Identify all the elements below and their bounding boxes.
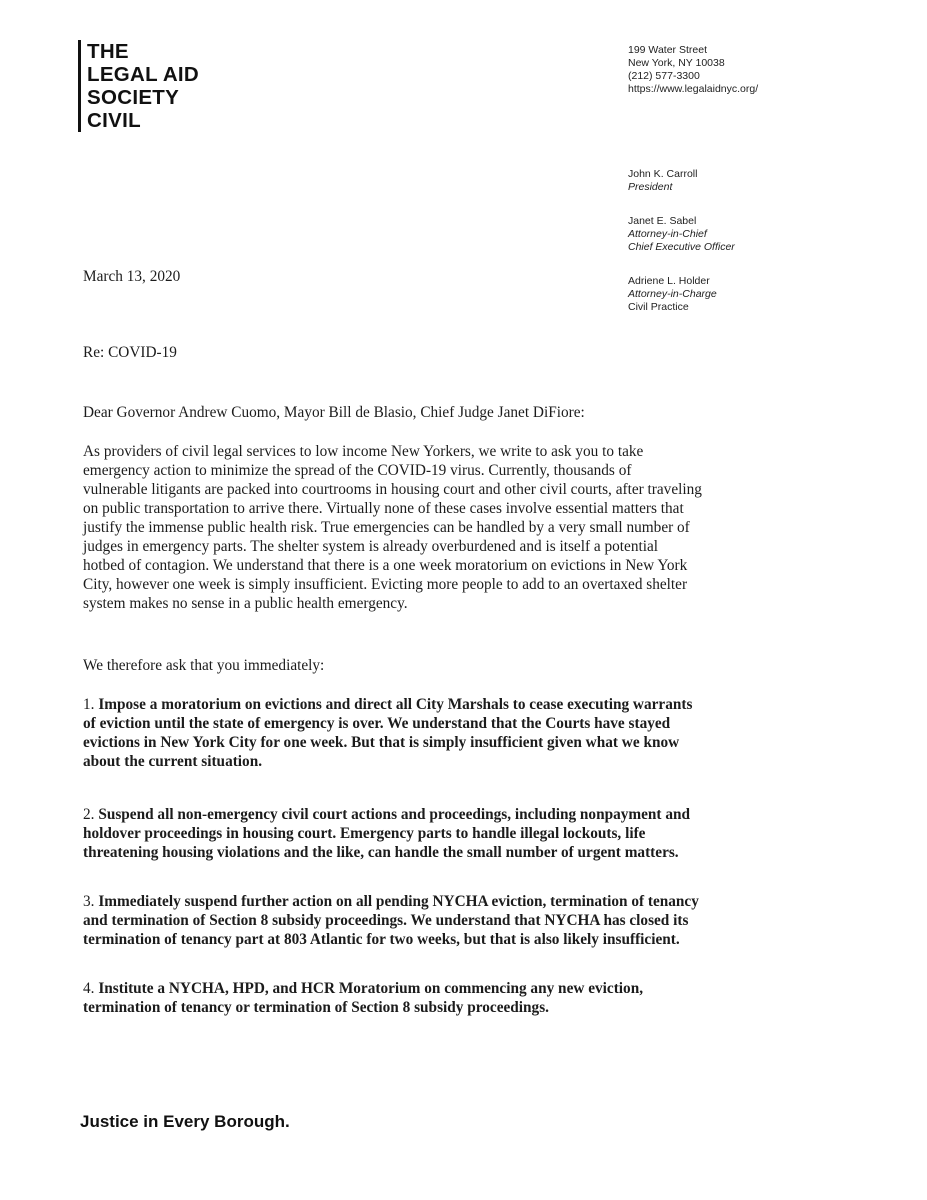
request-line: of eviction until the state of emergency is over. We understand that the Courts have stayed xyxy=(83,715,671,732)
address-block xyxy=(628,44,758,96)
officer-title: Attorney-in-Charge xyxy=(628,288,717,300)
request-line: and termination of Section 8 subsidy proceedings. We understand that NYCHA has closed its xyxy=(83,912,689,929)
request-line: holdover proceedings in housing court. Emergency parts to handle illegal lockouts, life xyxy=(83,825,646,842)
officer-title: Attorney-in-Chief xyxy=(628,228,707,240)
request-line: Institute a NYCHA, HPD, and HCR Moratorium on commencing any new eviction, xyxy=(98,980,644,997)
paragraph-line: emergency action to minimize the spread of the COVID-19 virus. Currently, thousands of xyxy=(83,462,632,479)
officer-name: Janet E. Sabel xyxy=(628,215,697,227)
request-number: 1. xyxy=(83,696,95,713)
officer-title: Civil Practice xyxy=(628,301,689,313)
paragraph-line: hotbed of contagion. We understand that there is a one week moratorium on evictions in New York xyxy=(83,557,688,574)
paragraph-line: City, however one week is simply insufficient. Evicting more people to add to an overtaxed shelter xyxy=(83,576,688,593)
request-line: Impose a moratorium on evictions and direct all City Marshals to cease executing warrants xyxy=(98,696,693,713)
request-line: evictions in New York City for one week. But that is simply insufficient given what we know xyxy=(83,734,680,751)
request-line: about the current situation. xyxy=(83,753,263,770)
request-number: 4. xyxy=(83,980,95,997)
logo-line: CIVIL xyxy=(87,109,141,132)
paragraph-line: vulnerable litigants are packed into courtrooms in housing court and other civil courts, after traveling xyxy=(83,481,702,498)
request-line: Immediately suspend further action on all pending NYCHA eviction, termination of tenancy xyxy=(98,893,699,910)
paragraph-line: system makes no sense in a public health emergency. xyxy=(83,595,408,612)
paragraph-line: judges in emergency parts. The shelter system is already overburdened and is itself a potential xyxy=(83,538,659,555)
organization-logo xyxy=(78,40,199,132)
request-item-4 xyxy=(83,979,808,1017)
officer-name: John K. Carroll xyxy=(628,168,698,180)
address-city: New York, NY 10038 xyxy=(628,57,725,69)
letter-salutation: Dear Governor Andrew Cuomo, Mayor Bill de Blasio, Chief Judge Janet DiFiore: xyxy=(83,404,585,421)
request-number: 2. xyxy=(83,806,95,823)
paragraph-line: on public transportation to arrive there. Virtually none of these cases involve essential matters that xyxy=(83,500,684,517)
logo-line: LEGAL AID xyxy=(87,63,200,86)
ask-intro: We therefore ask that you immediately: xyxy=(83,657,325,674)
officer-title: President xyxy=(628,181,673,193)
logo-line: SOCIETY xyxy=(87,86,180,109)
officer-title: Chief Executive Officer xyxy=(628,241,735,253)
request-line: termination of tenancy or termination of Section 8 subsidy proceedings. xyxy=(83,999,549,1016)
footer-tagline: Justice in Every Borough. xyxy=(80,1112,290,1131)
paragraph-line: justify the immense public health risk. True emergencies can be handled by a very small number of xyxy=(83,519,690,536)
officer-attorney-in-chief xyxy=(628,215,735,254)
request-item-1 xyxy=(83,695,808,771)
address-phone: (212) 577-3300 xyxy=(628,70,700,82)
logo-line: THE xyxy=(87,40,129,63)
paragraph-line: As providers of civil legal services to low income New Yorkers, we write to ask you to take xyxy=(83,443,644,460)
letter-subject: Re: COVID-19 xyxy=(83,344,177,361)
request-line: Suspend all non-emergency civil court actions and proceedings, including nonpayment and xyxy=(98,806,691,823)
request-item-3 xyxy=(83,892,808,949)
officer-president xyxy=(628,168,697,194)
officer-name: Adriene L. Holder xyxy=(628,275,710,287)
request-number: 3. xyxy=(83,893,95,910)
request-line: threatening housing violations and the like, can handle the small number of urgent matters. xyxy=(83,844,679,861)
address-street: 199 Water Street xyxy=(628,44,707,56)
request-line: termination of tenancy part at 803 Atlantic for two weeks, but that is also likely insufficient. xyxy=(83,931,680,948)
address-website: https://www.legalaidnyc.org/ xyxy=(628,83,759,95)
letter-date: March 13, 2020 xyxy=(83,268,181,285)
intro-paragraph xyxy=(83,442,808,613)
request-item-2 xyxy=(83,805,808,862)
